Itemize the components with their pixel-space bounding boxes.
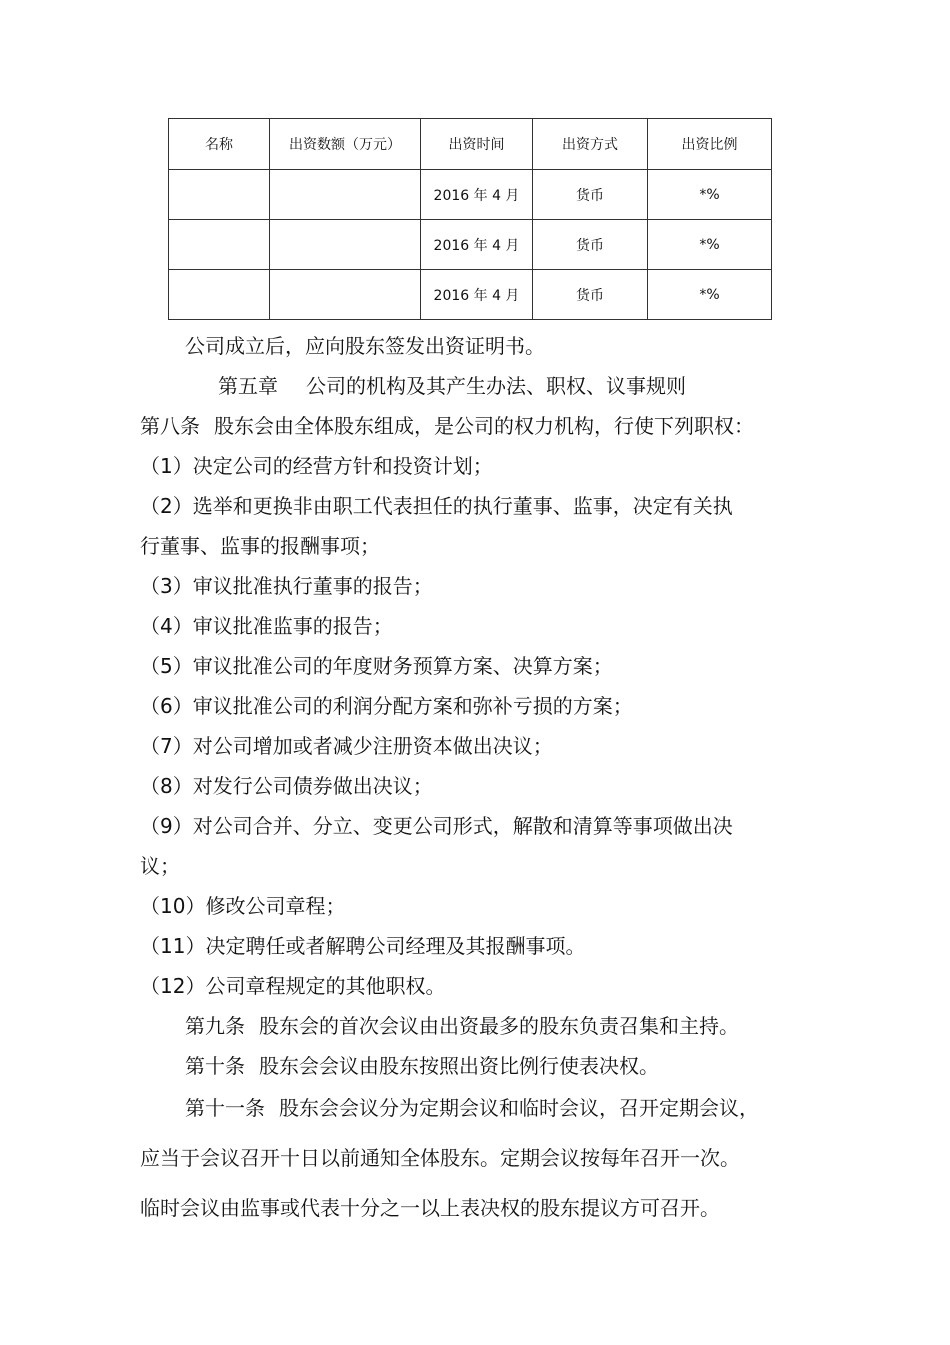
table-cell: *%	[648, 170, 772, 220]
table-row	[169, 270, 772, 320]
table-cell: 货币	[533, 270, 648, 320]
article-text: 股东会会议由股东按照出资比例行使表决权。	[259, 1054, 659, 1078]
table-cell	[270, 270, 421, 320]
table-cell	[270, 220, 421, 270]
list-item: 行董事、监事的报酬事项；	[140, 534, 380, 558]
header-time: 出资时间	[421, 119, 533, 170]
list-item: （2）选举和更换非由职工代表担任的执行董事、监事，决定有关执	[140, 494, 733, 518]
list-item: （5）审议批准公司的年度财务预算方案、决算方案；	[140, 654, 613, 678]
table-cell	[169, 170, 270, 220]
article-number: 第八条	[140, 414, 200, 438]
table-cell: *%	[648, 220, 772, 270]
table-cell: 2016 年 4 月	[421, 220, 533, 270]
list-item: （4）审议批准监事的报告；	[140, 614, 393, 638]
article-8	[140, 414, 754, 438]
table-cell: 2016 年 4 月	[421, 270, 533, 320]
header-amount: 出资数额（万元）	[270, 119, 421, 170]
article-text: 股东会由全体股东组成，是公司的权力机构，行使下列职权：	[214, 414, 754, 438]
chapter-heading	[218, 374, 686, 398]
article-9	[185, 1014, 739, 1038]
list-item: （6）审议批准公司的利润分配方案和弥补亏损的方案；	[140, 694, 633, 718]
article-11	[185, 1096, 759, 1120]
table-cell: 货币	[533, 170, 648, 220]
table-cell	[169, 270, 270, 320]
list-item: （7）对公司增加或者减少注册资本做出决议；	[140, 734, 553, 758]
chapter-number: 第五章	[218, 374, 278, 398]
list-item: （1）决定公司的经营方针和投资计划；	[140, 454, 493, 478]
list-item: （12）公司章程规定的其他职权。	[140, 974, 446, 998]
table-row	[169, 220, 772, 270]
table-header-row	[169, 119, 772, 170]
article-text: 股东会会议分为定期会议和临时会议，召开定期会议，	[279, 1096, 759, 1120]
table-cell: *%	[648, 270, 772, 320]
list-item: 议；	[140, 854, 180, 878]
certificate-sentence: 公司成立后，应向股东签发出资证明书。	[185, 334, 545, 358]
list-item: （9）对公司合并、分立、变更公司形式，解散和清算等事项做出决	[140, 814, 733, 838]
article-number: 第九条	[185, 1014, 245, 1038]
list-item: （10）修改公司章程；	[140, 894, 346, 918]
table-row	[169, 170, 772, 220]
list-item: （3）审议批准执行董事的报告；	[140, 574, 433, 598]
table-cell: 货币	[533, 220, 648, 270]
table-cell	[270, 170, 421, 220]
article-11-continued: 临时会议由监事或代表十分之一以上表决权的股东提议方可召开。	[140, 1196, 720, 1220]
chapter-title: 公司的机构及其产生办法、职权、议事规则	[306, 374, 686, 398]
table-cell: 2016 年 4 月	[421, 170, 533, 220]
article-number: 第十一条	[185, 1096, 265, 1120]
table-cell	[169, 220, 270, 270]
header-method: 出资方式	[533, 119, 648, 170]
header-ratio: 出资比例	[648, 119, 772, 170]
article-text: 股东会的首次会议由出资最多的股东负责召集和主持。	[259, 1014, 739, 1038]
capital-contribution-table	[168, 118, 772, 320]
list-item: （11）决定聘任或者解聘公司经理及其报酬事项。	[140, 934, 586, 958]
header-name: 名称	[169, 119, 270, 170]
article-number: 第十条	[185, 1054, 245, 1078]
list-item: （8）对发行公司债券做出决议；	[140, 774, 433, 798]
article-10	[185, 1054, 659, 1078]
article-11-continued: 应当于会议召开十日以前通知全体股东。定期会议按每年召开一次。	[140, 1146, 740, 1170]
